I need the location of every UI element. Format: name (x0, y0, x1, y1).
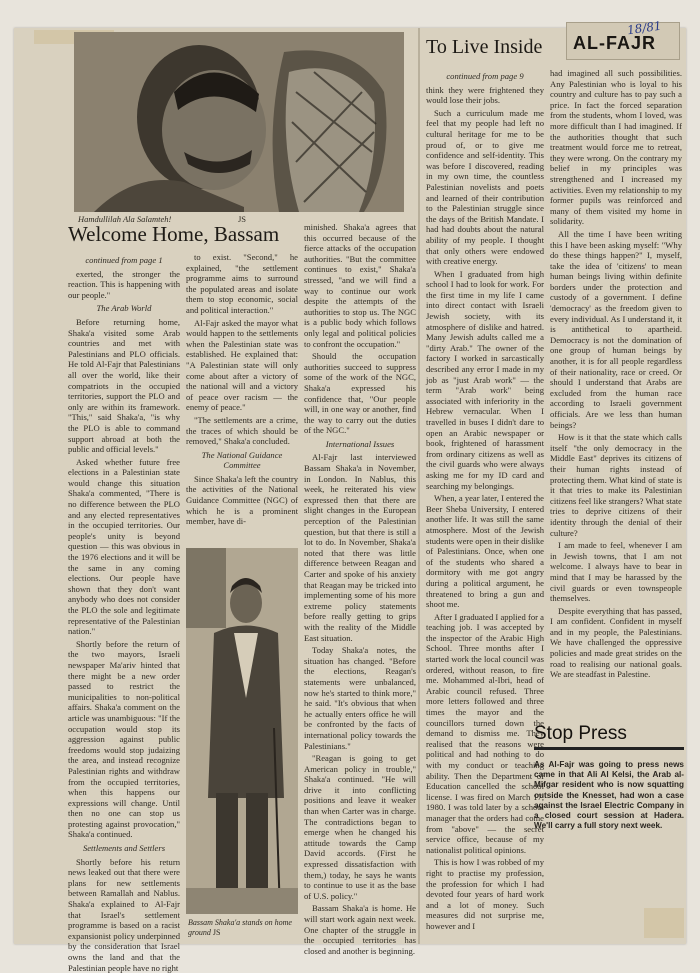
paragraph: Shortly before his return news leaked out that there were plans for new settlements between Ramallah and Nablus. Shaka'a explained to Al-Fajr that Israel's settlement programme is based on a racist expansionist policy underpinned by the consideration that Israel owns the land and that the Palestinian people have no right (68, 856, 180, 973)
subhead-settlements: Settlements and Settlers (82, 843, 166, 854)
paragraph: Should the occupation authorities succeed to suppress some of the work of the NGC, Shaka'a expressed his confidence that, "Our people will, in one way or another, find the way to carry out the duties of the NGC." (304, 351, 416, 436)
stop-press-box (534, 723, 684, 890)
subhead-international: International Issues (325, 438, 395, 449)
paragraph: Al-Fajr asked the mayor what would happen to the settlements when the Palestinian state was established. He explained that: "A Palestinian state will only come about after a victory of the national will and a victory of peace over racism — the enemy of peace." (186, 317, 298, 413)
paragraph: Al-Fajr last interviewed Bassam Shaka'a in November, in London. In Nablus, this week, he reiterated his view expressed then that there are slight changes in the European perception of the Palestinian question, but that there is still a lot to do. In November, Shaka'a noted that there was little difference between Reagan and Carter and spoke of his anxiety that Reagan may be tricked into implementing some of his more extreme policy statements before really getting to grips with the reality of the Middle East situation. (304, 452, 416, 643)
photo-caption-text: Hamdullilah Ala Salamteh! (78, 214, 172, 224)
paragraph: This is how I was robbed of my right to practise my profession, the profession for which I had devoted four years of hard work and a lot of money. Such measures did not surprise me, however and I (426, 857, 544, 931)
paragraph: All the time I have been writing this I have been asking myself: "Why do these things happen?" I, myself, take the idea of 'citizens' to mean human beings living within definite borders under the protection and custody of a government. I define 'democracy' as the freedom given to every individual. As I understand it, it is antithetical to apartheid. Democracy is not the domination of one group of human beings by another, it is for all people regardless of their nationality, race or creed. Or should I understand that Arabs are excluded from the human race according to Israeli government officials. Are we less than human beings? (550, 228, 682, 430)
left-article-column-3 (304, 222, 416, 956)
paragraph: How is it that the state which calls itself "the only democracy in the Middle East" deprives its citizens of their human rights instead of protecting them. What kind of state is it that tries to make its Palestinian citizens feel like strangers? What state tries to deprive citizens of their identity through the denial of their culture? (550, 432, 682, 538)
paragraph: Since Shaka'a left the country the activities of the National Guidance Committee (NGC) of which he is a prominent member, have di- (186, 473, 298, 527)
subhead-arab-world: The Arab World (96, 303, 152, 314)
paragraph: Before returning home, Shaka'a visited some Arab countries and met with Palestinians and PLO officials. He told Al-Fajr that Palestinians all over the world, like their compatriots in the occupied territories, support the PLO and only are within its framework. "This," said Shaka'a, "is why the PLO is able to command support abroad at both the public and official levels." (68, 316, 180, 455)
paragraph: think they were frightened they would lose their jobs. (426, 84, 544, 106)
clipping-divider (418, 28, 420, 944)
paragraph: Bassam Shaka'a is home. He will start work again next week. One chapter of the struggle in the occupied territories has closed and another is beginning. (304, 903, 416, 956)
paragraph: When I graduated from high school I had to look for work. For the first time in my life I came into direct contact with Israeli Jewish society, with its atmosphere of dislike and hatred. Many Jewish adults called me a "dirty Arab." The owner of the factory I worked in sarcastically described any error I made in my job as "just Arab work" — the term "Arab work" being associated with inferiority in the Hebrew vernacular. When I travelled in buses I didn't dare to open an Arabic newspaper or book, frightened of harassment from ordinary citizens as well as the civil guards who were always asking me for my ID card and searching my belongings. (426, 268, 544, 491)
continued-note: continued from page 1 (85, 255, 163, 265)
stop-press-title: Stop Press (534, 723, 684, 750)
paragraph: Such a curriculum made me feel that my people had left no cultural heritage for me to be proud of, or to give me confidence and self-identity. This was before I discovered, reading in my own time, the countless Palestinian novelists and poets and learned of their contribution to the Palestinian struggle since the days of the British Mandate. I had had doubts about the natural ability of my people. I thought that only others were endowed with creative energy. (426, 107, 544, 267)
left-article-column-2 (186, 252, 298, 542)
photo-embrace (74, 32, 404, 212)
newspaper-clipping (14, 28, 686, 973)
paragraph: Asked whether future free elections in a Palestinian state would change this situation Shaka'a commented, "There is no difference between the PLO and any elected representatives in the occupied territories. Our people's unity is beyond question — this was obvious in the 1976 elections and it will be the same in any coming elections. Our people have shown that they don't want anybody who does not consider the PLO the sole and legitimate representative of the Palestinian nation." (68, 456, 180, 637)
bottom-photo-caption (188, 918, 308, 937)
stop-press-body: As Al-Fajr was going to press news came in that Ali Al Kelsi, the Arab al-Mifgar resident who is now squatting outside the Knesset, had won a case against the Israel Electric Company in a closed court session at Hadera. We'll carry a full story next week. (534, 760, 684, 831)
paragraph: to exist. "Second," he explained, "the settlement programme aims to surround the populated areas and isolate them to stop economic, social and political interaction." (186, 252, 298, 315)
left-article-column-1 (68, 252, 180, 973)
subhead-ngc: The National Guidance Committee (201, 449, 283, 471)
paragraph: minished. Shaka'a agrees that this occurred because of the fierce attacks of the occupation authorities. "But the committee continues to exist," Shaka'a stressed, "and we will find a way to continue our work despite the attempts of the authorities to stop us. The NGC is a public body which follows only legal and political policies to confront the occupation." (304, 222, 416, 349)
paragraph: When, a year later, I entered the Beer Sheba University, I entered another life. It was still the same atmosphere. Most of the Jewish students were open in their dislike of Palestinians. Once, when one of the students who shared a dormitory with me got angry during a political argument, he threatened to bring a gun and shoot me. (426, 493, 544, 610)
right-article-column-1 (426, 68, 544, 944)
paragraph: Despite everything that has passed, I am confident. Confident in myself and in my people, the Palestinians. We have challenged the oppressive policies and made great strides on the road to realising our national goals. We are steadfast in Palestine. (550, 605, 682, 680)
handwritten-date: 18/81 (626, 18, 663, 38)
photo-bassam-shakaa (186, 548, 298, 914)
paragraph: "Reagan is going to get American policy in trouble," Shaka'a continued. "He will drive it into conflicting positions and leave it weaker than when Carter was in charge. The contradictions began to emerge when he changed his attitude towards the Camp David accords. (First he expressed dissatisfaction with them,) today, he says he wants to continue to use it as the base of U.S. policy." (304, 753, 416, 901)
paragraph: exerted, the stronger the reaction. This is happening with our people." (68, 268, 180, 300)
paragraph: had imagined all such possibilities. Any Palestinian who is loyal to his country and culture has to pay such a price. In fact the forced separation from the students, whom I loved, was more difficult than I had imagined. If the authorities thought that such treatment would force me to retreat, they were wrong. On the contrary my belief in my principles was strengthened and I increased my activities. Even my relationship to my former pupils was reinforced and many of them visited my home in solidarity. (550, 68, 682, 227)
paragraph: Shortly before the return of the two mayors, Israeli newspaper Ma'ariv hinted that there might be a new order passed to restrict the municipalities to non-political affairs. Shaka'a comment on the article was unambiguous: "If the occupation would stop its aggression against public freedoms would stop judaizing the area, and instead recognize Palestinian rights and withdraw from the occupied territories, when this happens our expressions will change. Until then no one can stop us protesting against provocation," Shaka'a continued. (68, 638, 180, 840)
paragraph: After I graduated I applied for a teaching job. I was accepted by the inspector of the Arabic High School. Three months after I started work the local council was ordered, without reason, to fire me. Mohammed al-Ibri, head of Arabic council refused. Three more letters followed and three times the mayor and the councillors turned down the demand to dismiss me. They realised that the reasons were political and had nothing to do with my conduct or teaching ability. Then the Department of Education cancelled the school license. I was fired on March 17, 1980. I was told later by a school manager that the orders had come from "above" — the secret service office, because of my nationalist political opinions. (426, 611, 544, 855)
masthead-name: AL-FAJR (573, 33, 656, 53)
photo-credit: JS (238, 214, 247, 224)
paragraph: "The settlements are a crime, the traces of which should be removed," Shaka'a concluded. (186, 414, 298, 447)
continued-note: continued from page 9 (446, 71, 524, 81)
headline-to-live-inside: To Live Inside (426, 36, 543, 58)
al-fajr-masthead (566, 18, 680, 60)
paragraph: Today Shaka'a notes, the situation has changed. "Before the elections, Reagan's statements were unbalanced, now he's started to think more," he said. "It's obvious that when he actually enters office he will be confronted by the facts of international policy towards the Palestinians." (304, 645, 416, 751)
headline-welcome-home: Welcome Home, Bassam (68, 222, 280, 246)
paragraph: I am made to feel, whenever I am in Jewish towns, that I am not welcome. I always have to bear in mind that I may be harassed by the civil guards or even townspeople themselves. (550, 540, 682, 604)
bottom-photo-caption-text: Bassam Shaka'a stands on home ground (188, 918, 292, 937)
tape-strip-right (644, 908, 684, 938)
right-article-column-2 (550, 68, 682, 742)
bottom-photo-credit: JS (212, 927, 221, 937)
